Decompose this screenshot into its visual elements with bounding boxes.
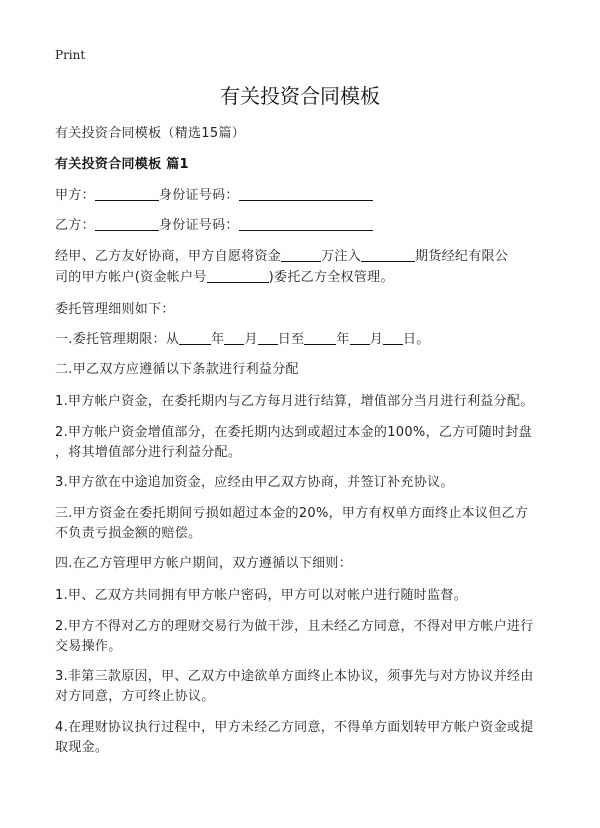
party-b-line <box>55 214 373 233</box>
start-month-blank[interactable] <box>224 331 244 345</box>
start-year-blank[interactable] <box>179 331 211 345</box>
start-day-blank[interactable] <box>258 331 278 345</box>
intro-text-3: 期货经纪有限公 <box>415 249 509 264</box>
end-month-blank[interactable] <box>350 331 370 345</box>
party-b-name-blank[interactable] <box>95 217 159 231</box>
section-2-heading: 二.甲乙双方应遵循以下条款进行利益分配 <box>55 362 299 377</box>
item-2-3: 3.甲方欲在中途追加资金，应经由甲乙双方协商，并签订补充协议。 <box>55 475 454 490</box>
party-a-id-blank[interactable] <box>239 187 373 201</box>
party-b-label: 乙方： <box>55 218 95 233</box>
item-4-2-line-1: 2.甲方不得对乙方的理财交易行为做干涉，且未经乙方同意，不得对甲方帐户进行 <box>55 619 534 634</box>
item-4-2-line-2: 交易操作。 <box>55 639 122 654</box>
section-4-heading: 四.在乙方管理甲方帐户期间，双方遵循以下细则： <box>55 556 353 571</box>
item-4-4-line-1: 4.在理财协议执行过程中，甲方未经乙方同意，不得单方面划转甲方帐户资金或提 <box>55 720 534 735</box>
page-title: 有关投资合同模板 <box>220 84 380 108</box>
party-b-id-label: 身份证号码： <box>158 218 239 233</box>
item-2-2-line-2: ，将其增值部分进行利益分配。 <box>55 445 242 460</box>
account-number-blank[interactable] <box>207 269 269 283</box>
until-label: 日至 <box>277 332 305 347</box>
intro-line-1 <box>55 245 508 264</box>
amount-blank[interactable] <box>281 248 321 262</box>
party-b-id-blank[interactable] <box>239 217 373 231</box>
document-subtitle: 有关投资合同模板（精选15篇） <box>55 126 246 141</box>
intro-text-1: 经甲、乙方友好协商，甲方自愿将资金 <box>55 249 282 264</box>
month-label-2: 月 <box>369 332 383 347</box>
term-line <box>55 328 430 347</box>
item-4-3-line-2: 对方同意，方可终止协议。 <box>55 689 215 704</box>
party-a-label: 甲方： <box>55 188 95 203</box>
intro-text-4: 司的甲方帐户(资金帐户号 <box>55 270 207 285</box>
broker-blank[interactable] <box>361 248 415 262</box>
year-label-2: 年 <box>336 332 350 347</box>
end-day-blank[interactable] <box>383 331 403 345</box>
party-a-line <box>55 184 373 203</box>
section-heading: 有关投资合同模板 篇1 <box>55 157 189 172</box>
rules-intro: 委托管理细则如下： <box>55 302 175 317</box>
month-label: 月 <box>244 332 258 347</box>
item-2-1: 1.甲方帐户资金，在委托期内与乙方每月进行结算，增值部分当月进行利益分配。 <box>55 394 534 409</box>
intro-text-2: 万注入 <box>321 249 362 264</box>
year-label: 年 <box>211 332 225 347</box>
item-4-3-line-1: 3.非第三款原因，甲、乙双方中途欲单方面终止本协议，须事先与对方协议并经由 <box>55 669 534 684</box>
section-3-line-1: 三.甲方资金在委托期间亏损如超过本金的20%，甲方有权单方面终止本议但乙方 <box>55 506 529 521</box>
item-2-2-line-1: 2.甲方帐户资金增值部分，在委托期内达到或超过本金的100%，乙方可随时封盘 <box>55 425 532 440</box>
section-3-line-2: 不负责亏损金额的赔偿。 <box>55 526 202 541</box>
intro-text-5: )委托乙方全权管理。 <box>268 270 394 285</box>
print-button[interactable]: Print <box>55 48 86 62</box>
term-label: 一.委托管理期限：从 <box>55 332 180 347</box>
term-end-label: 日。 <box>403 332 430 347</box>
intro-line-2 <box>55 266 394 285</box>
item-4-4-line-2: 取现金。 <box>55 740 109 755</box>
item-4-1: 1.甲、乙双方共同拥有甲方帐户密码，甲方可以对帐户进行随时监督。 <box>55 588 468 603</box>
party-a-id-label: 身份证号码： <box>158 188 239 203</box>
end-year-blank[interactable] <box>304 331 336 345</box>
party-a-name-blank[interactable] <box>95 187 159 201</box>
